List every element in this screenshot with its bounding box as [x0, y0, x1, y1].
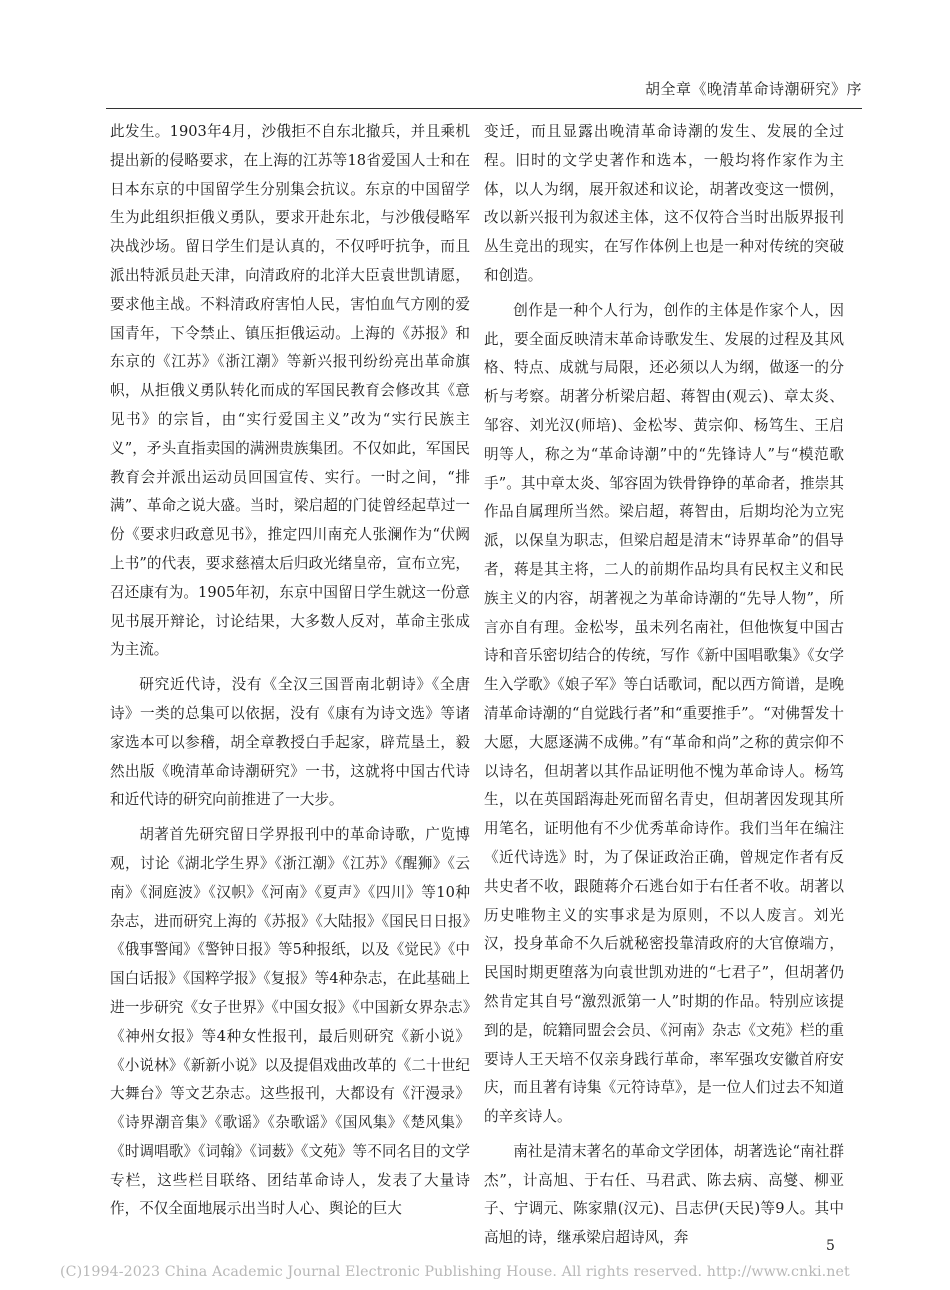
body-paragraph: 变迁，而且显露出晚清革命诗潮的发生、发展的全过程。旧时的文学史著作和选本，一般均将作家作为主体，以人为纲，展开叙述和议论，胡著改变这一惯例，改以新兴报刊为叙述主体，这不仅符合当时出版界报刊丛生竞出的现实，在写作体例上也是一种对传统的突破和创造。	[484, 123, 844, 284]
right-column	[484, 118, 844, 1259]
header-rule	[106, 108, 862, 109]
body-paragraph: 南社是清末著名的革命文学团体，胡著选论“南社群杰”，计高旭、于右任、马君武、陈去病、高燮、柳亚子、宁调元、陈家鼎(汉元)、吕志伊(天民)等9人。其中高旭的诗，继承梁启超诗风，奔	[484, 1142, 844, 1247]
body-paragraph: 研究近代诗，没有《全汉三国晋南北朝诗》《全唐诗》一类的总集可以依据，没有《康有为诗文选》等诸家选本可以参稽，胡全章教授白手起家，辟荒垦土，毅然出版《晚清革命诗潮研究》一书，这就将中国古代诗和近代诗的研究向前推进了一大步。	[110, 676, 470, 809]
running-head-title: 胡全章《晚清革命诗潮研究》序	[644, 80, 862, 98]
body-paragraph: 此发生。1903年4月，沙俄拒不自东北撤兵，并且乘机提出新的侵略要求，在上海的江苏等18省爱国人士和在日本东京的中国留学生分别集会抗议。东京的中国留学生为此组织拒俄义勇队，要求开赴东北，与沙俄侵略军决战沙场。留日学生们是认真的，不仅呼吁抗争，而且派出特派员赴天津，向清政府的北洋大臣袁世凯请愿，要求他主战。不料清政府害怕人民，害怕血气方刚的爱国青年，下令禁止、镇压拒俄运动。上海的《苏报》和东京的《江苏》《浙江潮》等新兴报刊纷纷亮出革命旗帜，从拒俄义勇队转化而成的军国民教育会修改其《意见书》的宗旨，由“实行爱国主义”改为“实行民族主义”，矛头直指卖国的满洲贵族集团。不仅如此，军国民教育会并派出运动员回国宣传、实行。一时之间，“排满”、革命之说大盛。当时，梁启超的门徒曾经起草过一份《要求归政意见书》，推定四川南充人张澜作为“伏阙上书”的代表，要求慈禧太后归政光绪皇帝，宣布立宪，召还康有为。1905年初，东京中国留日学生就这一份意见书展开辩论，讨论结果，大多数人反对，革命主张成为主流。	[110, 123, 470, 659]
copyright-notice: (C)1994-2023 China Academic Journal Electronic Publishing House. All rights reserved. http://www.cnki.net	[60, 1264, 850, 1280]
left-column	[110, 118, 470, 1230]
body-paragraph: 胡著首先研究留日学界报刊中的革命诗歌，广览博观，讨论《湖北学生界》《浙江潮》《江苏》《醒狮》《云南》《洞庭波》《汉帜》《河南》《夏声》《四川》等10种杂志，进而研究上海的《苏报》《大陆报》《国民日日报》《俄事警闻》《警钟日报》等5种报纸，以及《觉民》《中国白话报》《国粹学报》《复报》等4种杂志，在此基础上进一步研究《女子世界》《中国女报》《中国新女界杂志》《神州女报》等4种女性报刊，最后则研究《新小说》《小说林》《新新小说》以及提倡戏曲改革的《二十世纪大舞台》等文艺杂志。这些报刊，大都设有《汗漫录》《诗界潮音集》《歌谣》《杂歌谣》《国风集》《楚风集》《时调唱歌》《词翰》《词薮》《文苑》等不同名目的文学专栏，这些栏目联络、团结革命诗人，发表了大量诗作，不仅全面地展示出当时人心、舆论的巨大	[110, 826, 470, 1218]
body-paragraph: 创作是一种个人行为，创作的主体是作家个人，因此，要全面反映清末革命诗歌发生、发展的过程及其风格、特点、成就与局限，还必须以人为纲，做逐一的分析与考察。胡著分析梁启超、蒋智由(观云)、章太炎、邹容、刘光汉(师培)、金松岑、黄宗仰、杨笃生、王启明等人，称之为“革命诗潮”中的“先锋诗人”与“模范歌手”。其中章太炎、邹容固为铁骨铮铮的革命者，推崇其作品自属理所当然。梁启超，蒋智由，后期均沦为立宪派，以保皇为职志，但梁启超是清末“诗界革命”的倡导者，蒋是其主将，二人的前期作品均具有民权主义和民族主义的内容，胡著视之为革命诗潮的“先导人物”，所言亦自有理。金松岑，虽未列名南社，但他恢复中国古诗和音乐密切结合的传统，写作《新中国唱歌集》《女学生入学歌》《娘子军》等白话歌词，配以西方简谱，是晚清革命诗潮的“自觉践行者”和“重要推手”。“对佛誓发十大愿，大愿逐满不成佛。”有“革命和尚”之称的黄宗仰不以诗名，但胡著以其作品证明他不愧为革命诗人。杨笃生，以在英国蹈海赴死而留名青史，但胡著因发现其所用笔名，证明他有不少优秀革命诗作。我们当年在编注《近代诗选》时，为了保证政治正确，曾规定作者有反共史者不收，跟随蒋介石逃台如于右任者不收。胡著以历史唯物主义的实事求是为原则，不以人废言。刘光汉，投身革命不久后就秘密投靠清政府的大官僚端方，民国时期更堕落为向袁世凯劝进的“七君子”，但胡著仍然肯定其自号“激烈派第一人”时期的作品。特别应该提到的是，皖籍同盟会会员、《河南》杂志《文苑》栏的重要诗人王天培不仅亲身践行革命，率军强攻安徽首府安庆，而且著有诗集《元符诗草》，是一位人们过去不知道的辛亥诗人。	[484, 301, 844, 1126]
page-number: 5	[826, 1238, 835, 1254]
